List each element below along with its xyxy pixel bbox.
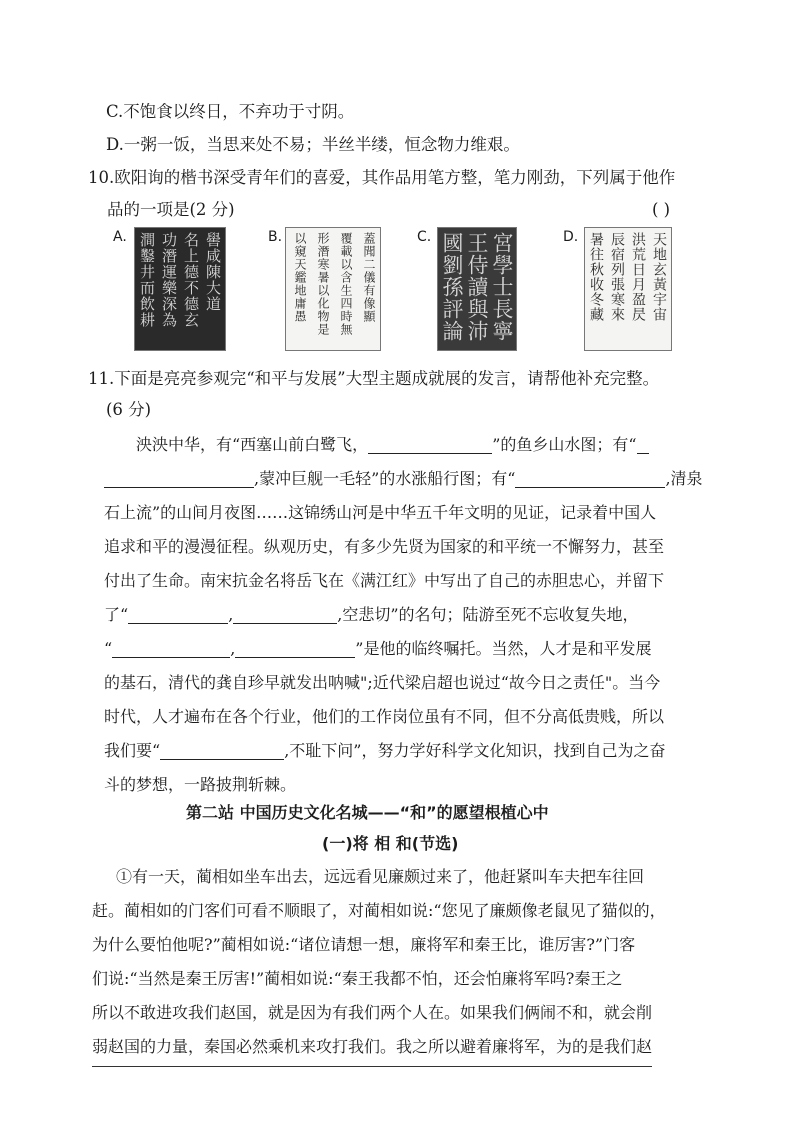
option-a-label: A.	[113, 229, 127, 245]
q11-line-1	[136, 433, 649, 457]
fill-blank-7[interactable]	[235, 639, 355, 658]
callig-column: 功潛運樂深為	[160, 232, 178, 328]
callig-column: 國劉孫評論	[440, 232, 464, 342]
callig-column: 王侍讀與沛	[465, 232, 489, 342]
passage-title: (一)将 相 和(节选)	[322, 834, 459, 853]
q11-stem: 11.下面是亮亮参观完“和平与发展”大型主题成就展的发言，请帮他补充完整。	[88, 369, 660, 388]
q10-stem: 10.欧阳询的楷书深受青年们的喜爱，其作品用笔方整，笔力刚劲，下列属于他作	[88, 168, 676, 187]
q11-points: (6 分)	[106, 400, 152, 419]
text-segment: ,不耻下问”，努力学好科学文化知识，找到自己为之奋	[284, 741, 666, 760]
answer-paren: ( )	[652, 200, 671, 219]
footer-rule	[92, 1066, 652, 1067]
fill-blank-8[interactable]	[160, 741, 284, 760]
q10-stem-cont: 品的一项是(2 分)	[107, 200, 235, 219]
text-segment: ,	[230, 639, 236, 658]
callig-column: 暑往秋收冬藏	[588, 232, 604, 322]
text-segment: 了“	[104, 605, 129, 624]
callig-column: 天地玄黃宇宙	[651, 232, 667, 322]
q9-option-c: C.不饱食以终日，不弃功于寸阴。	[106, 102, 355, 121]
callig-column: 蓋聞二儀有像顯	[362, 232, 376, 323]
option-b-calligraphy-image[interactable]	[285, 227, 381, 351]
fill-blank-6[interactable]	[112, 639, 230, 658]
text-segment: ,蒙冲巨舰一毛轻”的水涨船行图；有“	[254, 469, 516, 488]
callig-column: 嚳咸陳大道	[204, 232, 222, 312]
q11-line-11: 斗的梦想，一路披荆斩棘。	[104, 775, 297, 794]
q11-line-2	[104, 467, 703, 491]
passage-line-1: ①有一天，蔺相如坐车出去，远远看见廉颇过来了，他赶紧叫车夫把车往回	[116, 867, 645, 886]
option-d-calligraphy-image[interactable]	[584, 227, 672, 351]
callig-column: 形潛寒暑以化物是	[316, 232, 330, 336]
option-b-label: B.	[268, 229, 283, 245]
passage-line-2: 赶。蔺相如的门客们可看不顺眼了，对蔺相如说:“您见了廉颇像老鼠见了猫似的，	[92, 901, 666, 920]
callig-column: 覆載以含生四時無	[339, 232, 353, 336]
text-segment: ”的鱼乡山水图；有“	[492, 435, 637, 454]
passage-line-4: 们说:“当然是秦王厉害!”蔺相如说:“秦王我都不怕，还会怕廉将军吗?秦王之	[92, 969, 623, 988]
fill-blank-5[interactable]	[233, 605, 337, 624]
option-a-calligraphy-image[interactable]	[134, 227, 226, 351]
text-segment: ,	[228, 605, 234, 624]
q11-line-5: 付出了生命。南宋抗金名将岳飞在《满江红》中写出了自己的赤胆忠心，并留下	[104, 571, 665, 590]
passage-line-3: 为什么要怕他呢?”蔺相如说:“诸位请想一想，廉将军和秦王比，谁厉害?”门客	[92, 935, 636, 954]
passage-line-6: 弱赵国的力量，秦国必然乘机来攻打我们。我之所以避着廉将军，为的是我们赵	[92, 1037, 653, 1056]
fill-blank-1[interactable]	[368, 435, 492, 454]
q11-line-3: 石上流”的山间月夜图……这锦绣山河是中华五千年文明的见证，记录着中国人	[104, 503, 657, 522]
option-d-label: D.	[563, 229, 579, 245]
fill-blank-2-start[interactable]	[637, 435, 649, 454]
passage-line-5: 所以不敢进攻我们赵国，就是因为有我们两个人在。如果我们俩闹不和，就会削	[92, 1003, 653, 1022]
callig-column: 以窺天鑑地庸愚	[293, 232, 307, 323]
q11-line-4: 追求和平的漫漫征程。纵观历史，有多少先贤为国家的和平统一不懈努力，甚至	[104, 537, 665, 556]
option-c-calligraphy-image[interactable]	[437, 227, 517, 351]
text-segment: ,清泉	[665, 469, 703, 488]
fill-blank-3[interactable]	[515, 469, 665, 488]
fill-blank-4[interactable]	[128, 605, 228, 624]
q11-line-8: 的基石，清代的龚自珍早就发出呐喊";近代梁启超也说过“故今日之责任"。当今	[104, 673, 661, 692]
q11-line-9: 时代，人才遍布在各个行业，他们的工作岗位虽有不同，但不分高低贵贱，所以	[104, 707, 665, 726]
q11-line-7	[104, 637, 651, 661]
callig-column: 名上德不德玄	[182, 232, 200, 328]
text-segment: ,空悲切”的名句；陆游至死不忘收复失地，	[337, 605, 639, 624]
callig-column: 澗鑿井而飲耕	[138, 232, 156, 328]
option-c-label: C.	[417, 229, 432, 245]
text-segment: “	[104, 639, 113, 658]
text-segment: ”是他的临终嘱托。当然，人才是和平发展	[355, 639, 652, 658]
callig-column: 洪荒日月盈昃	[630, 232, 646, 322]
q11-line-10	[104, 739, 665, 763]
fill-blank-2[interactable]	[104, 469, 254, 488]
text-segment: 泱泱中华，有“西塞山前白鹭飞，	[136, 435, 369, 454]
text-segment: 我们要“	[104, 741, 161, 760]
callig-column: 宮學士長寧	[490, 232, 514, 342]
q11-line-6	[104, 603, 639, 627]
station-heading: 第二站 中国历史文化名城——“和”的愿望根植心中	[186, 803, 549, 822]
callig-column: 辰宿列張寒來	[609, 232, 625, 322]
q9-option-d: D.一粥一饭，当思来处不易；半丝半缕，恒念物力维艰。	[106, 135, 520, 154]
